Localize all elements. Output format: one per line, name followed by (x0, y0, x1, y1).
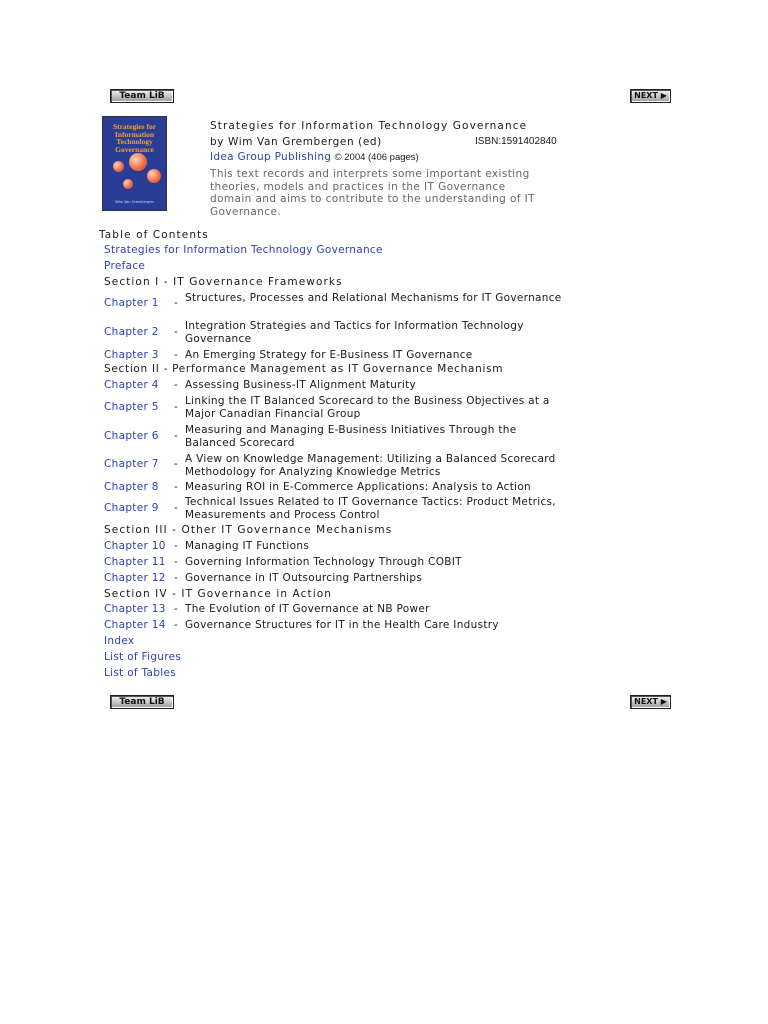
next-button-bottom[interactable] (630, 695, 671, 709)
chapter-2-link[interactable]: Chapter 2 (104, 326, 159, 338)
chapter-title: Measuring and Managing E-Business Initiatives Through the Balanced Scorecard (185, 424, 517, 449)
arrow-right-icon: ▶ (660, 91, 667, 100)
toc-index-link[interactable]: Index (104, 635, 135, 647)
chapter-title: Managing IT Functions (185, 540, 310, 552)
chapter-6-link[interactable]: Chapter 6 (104, 430, 159, 442)
toc-dash: - (174, 556, 179, 568)
toc-dash: - (174, 430, 179, 442)
toc-list-of-tables-link[interactable]: List of Tables (104, 667, 176, 679)
chapter-title: Governing Information Technology Through COBIT (185, 556, 462, 568)
next-button-top[interactable] (630, 89, 671, 103)
chapter-title: Governance in IT Outsourcing Partnerships (185, 572, 423, 584)
chapter-title: A View on Knowledge Management: Utilizing a Balanced Scorecard Methodology for Analyzing Knowledge Metrics (185, 453, 556, 478)
cover-orb-decoration (113, 161, 124, 172)
toc-section-4: Section IV - IT Governance in Action (104, 588, 333, 600)
cover-author: Wim Van Grembergen (115, 200, 154, 204)
publisher-line (210, 151, 419, 163)
chapter-title: An Emerging Strategy for E-Business IT Governance (185, 349, 473, 361)
chapter-11-link[interactable]: Chapter 11 (104, 556, 166, 568)
chapter-title: Measuring ROI in E-Commerce Applications: Analysis to Action (185, 481, 532, 493)
toc-dash: - (174, 481, 179, 493)
chapter-7-link[interactable]: Chapter 7 (104, 458, 159, 470)
toc-dash: - (174, 326, 179, 338)
team-lib-label: Team LiB (119, 91, 165, 101)
chapter-9-link[interactable]: Chapter 9 (104, 502, 159, 514)
chapter-12-link[interactable]: Chapter 12 (104, 572, 166, 584)
publication-info: © 2004 (406 pages) (334, 152, 419, 163)
toc-dash: - (174, 401, 179, 413)
toc-section-1: Section I - IT Governance Frameworks (104, 276, 343, 288)
toc-dash: - (174, 349, 179, 361)
toc-dash: - (174, 379, 179, 391)
chapter-10-link[interactable]: Chapter 10 (104, 540, 166, 552)
chapter-13-link[interactable]: Chapter 13 (104, 603, 166, 615)
toc-heading: Table of Contents (99, 229, 209, 241)
chapter-1-link[interactable]: Chapter 1 (104, 297, 159, 309)
toc-dash: - (174, 572, 179, 584)
team-lib-button-bottom[interactable] (110, 695, 174, 709)
chapter-title: Governance Structures for IT in the Health Care Industry (185, 619, 499, 631)
chapter-title: The Evolution of IT Governance at NB Power (185, 603, 430, 615)
chapter-5-link[interactable]: Chapter 5 (104, 401, 159, 413)
toc-section-3: Section III - Other IT Governance Mechanisms (104, 524, 393, 536)
toc-dash: - (174, 540, 179, 552)
team-lib-label: Team LiB (119, 697, 165, 707)
chapter-3-link[interactable]: Chapter 3 (104, 349, 159, 361)
chapter-title: Linking the IT Balanced Scorecard to the Business Objectives at a Major Canadian Financial Group (185, 395, 550, 420)
book-title: Strategies for Information Technology Governance (210, 120, 528, 132)
toc-list-of-figures-link[interactable]: List of Figures (104, 651, 182, 663)
cover-title: Strategies for Information Technology Governance (112, 122, 157, 154)
toc-dash: - (174, 603, 179, 615)
chapter-14-link[interactable]: Chapter 14 (104, 619, 166, 631)
publisher-link[interactable]: Idea Group Publishing (210, 151, 332, 163)
cover-orb-decoration (147, 169, 161, 183)
toc-preface-link[interactable]: Preface (104, 260, 146, 272)
chapter-8-link[interactable]: Chapter 8 (104, 481, 159, 493)
cover-orb-decoration (123, 179, 133, 189)
arrow-right-icon: ▶ (660, 697, 667, 706)
book-cover-image (102, 116, 167, 211)
next-label: NEXT (634, 697, 658, 706)
cover-orb-decoration (129, 153, 147, 171)
next-label: NEXT (634, 91, 658, 100)
toc-book-title-link[interactable]: Strategies for Information Technology Governance (104, 244, 383, 256)
chapter-title: Integration Strategies and Tactics for Information Technology Governance (185, 320, 524, 345)
book-byline: by Wim Van Grembergen (ed) (210, 136, 382, 148)
chapter-title: Technical Issues Related to IT Governance Tactics: Product Metrics, Measurements and Process Control (185, 496, 556, 521)
chapter-title: Structures, Processes and Relational Mechanisms for IT Governance (185, 292, 562, 304)
toc-dash: - (174, 502, 179, 514)
toc-section-2: Section II - Performance Management as IT Governance Mechanism (104, 363, 504, 375)
toc-dash: - (174, 458, 179, 470)
chapter-title: Assessing Business-IT Alignment Maturity (185, 379, 417, 391)
book-isbn: ISBN:1591402840 (475, 136, 557, 147)
chapter-4-link[interactable]: Chapter 4 (104, 379, 159, 391)
team-lib-button-top[interactable] (110, 89, 174, 103)
book-description: This text records and interprets some important existing theories, models and practices in the IT Governance domain and aims to contribute to the understanding of IT Governance. (210, 168, 535, 218)
toc-dash: - (174, 619, 179, 631)
toc-dash: - (174, 297, 179, 309)
